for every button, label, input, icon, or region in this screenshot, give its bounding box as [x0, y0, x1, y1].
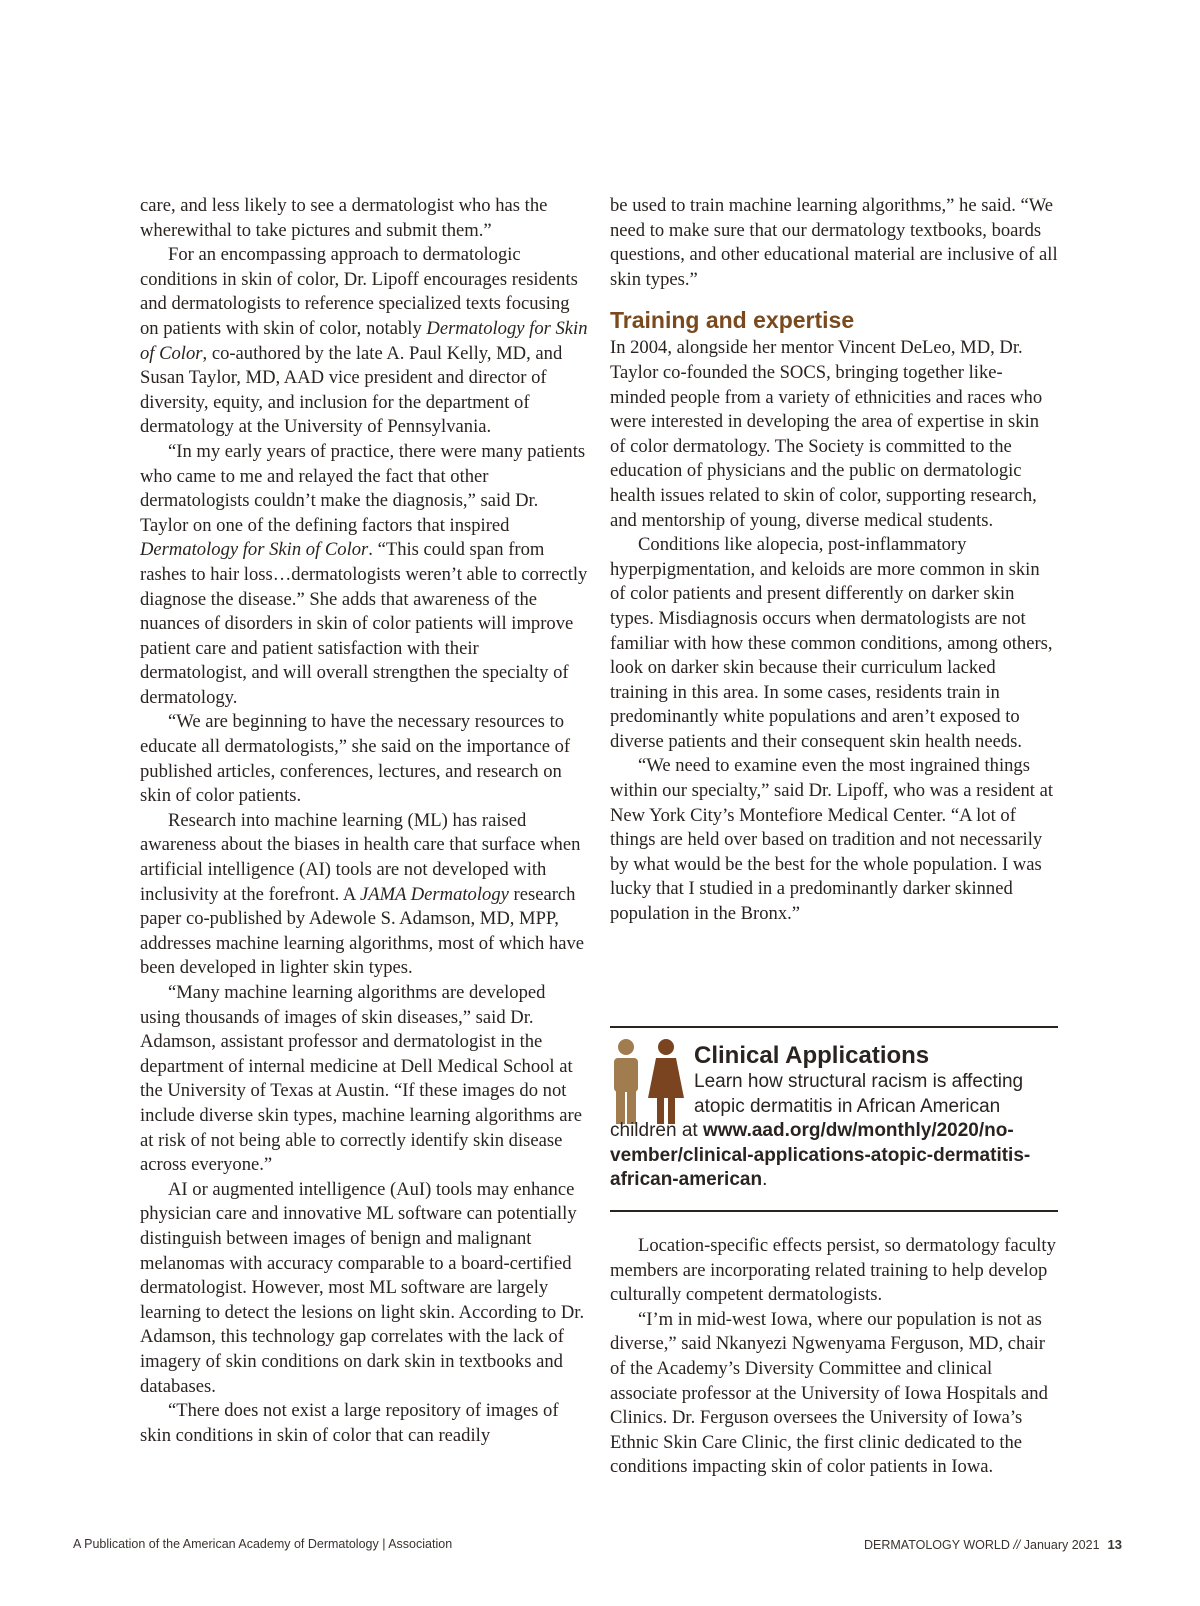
callout-title: Clinical Applications	[694, 1042, 930, 1069]
paragraph	[140, 809, 588, 981]
paragraph: care, and less likely to see a dermatologist who has the wherewithal to take pictures and submit them.”	[140, 195, 548, 241]
paragraph: “We need to examine even the most ingrained things within our specialty,” said Dr. Lipoff, who was a resident at New York City’s Montefiore Medical Center. “A lot of things are held over based on tradition and not necessarily by what would be the best for the whole population. I was lucky that I studied in a predominantly darker skinned population in the Bronx.”	[610, 755, 1054, 925]
page-number: 13	[1107, 1537, 1122, 1552]
book-title: Dermatology for Skin of Color	[140, 539, 369, 561]
issue-date: January 2021	[1023, 1538, 1100, 1552]
paragraph: “I’m in mid-west Iowa, where our population is not as diverse,” said Nkanyezi Ngwenyama Ferguson, MD, chair of the Academy’s Diversity Committee and clinical associate professor at the University of Iowa Hospitals and Clinics. Dr. Ferguson oversees the University of Iowa’s Ethnic Skin Care Clinic, the first clinic dedicated to the conditions impacting skin of color patients in Iowa.	[610, 1308, 1048, 1478]
text: Learn how structural racism is affecting atopic dermatitis in African American children at	[610, 1071, 1024, 1141]
paragraph: Conditions like alopecia, post-inflammatory hyperpigmentation, and keloids are more common in skin of color patients and present differently on darker skin types. Misdiagnosis occurs when dermatologists are not familiar with how these common conditions, among others, look on darker skin because their curriculum lacked training in this area. In some cases, residents train in predominantly white populations and aren’t exposed to diverse patients and their consequent skin health needs.	[610, 534, 1053, 752]
paragraph	[140, 440, 588, 711]
left-column	[140, 194, 588, 1448]
paragraph: be used to train machine learning algorithms,” he said. “We need to make sure that our dermatology textbooks, boards questions, and other educational material are inclusive of all skin types.”	[610, 195, 1058, 290]
right-column	[610, 194, 1058, 927]
text: research paper co-published by Adewole S. Adamson, MD, MPP, addresses machine learning algorithms, most of which have been developed in lighter skin types.	[140, 883, 585, 979]
paragraph: In 2004, alongside her mentor Vincent DeLeo, MD, Dr. Taylor co-founded the SOCS, bringing together like-minded people from a variety of ethnicities and races who were interested in developing the area of expertise in skin of color dermatology. The Society is committed to the education of physicians and the public on dermatologic health issues related to skin of color, supporting research, and mentorship of young, diverse medical students.	[610, 337, 1043, 531]
section-heading: Training and expertise	[610, 307, 855, 334]
right-column-continued	[610, 1234, 1058, 1480]
callout-link[interactable]: www.aad.org/dw/monthly/2020/no-vember/clinical-applications-atopic-dermatitis-african-american	[610, 1120, 1031, 1190]
magazine-name: DERMATOLOGY WORLD	[863, 1538, 1010, 1552]
callout-text	[610, 1070, 1058, 1193]
text: “In my early years of practice, there were many patients who came to me and relayed the fact that other dermatologists couldn’t make the diagnosis,” said Dr. Taylor on one of the defining factors that inspired	[140, 440, 586, 536]
text: , co-authored by the late A. Paul Kelly, MD, and Susan Taylor, MD, AAD vice president and director of diversity, equity, and inclusion for the department of dermatology at the University of Pennsylvania.	[140, 342, 563, 438]
separator: //	[1013, 1538, 1021, 1552]
paragraph: “There does not exist a large repository of images of skin conditions in skin of color that can readily	[140, 1400, 559, 1446]
text: .	[762, 1169, 768, 1190]
footer-issue	[864, 1537, 1122, 1552]
footer-publisher: A Publication of the American Academy of Dermatology | Association	[73, 1537, 453, 1551]
text: Research into machine learning (ML) has raised awareness about the biases in health care that surface when artificial intelligence (AI) tools are not developed with inclusivity at the forefront. A	[140, 809, 581, 905]
paragraph: “Many machine learning algorithms are developed using thousands of images of skin diseases,” said Dr. Adamson, assistant professor and dermatologist in the department of internal medicine at Dell Medical School at the University of Texas at Austin. “If these images do not include diverse skin types, machine learning algorithms are at risk of not being able to correctly identify skin disease across everyone.”	[140, 982, 582, 1176]
text: For an encompassing approach to dermatologic conditions in skin of color, Dr. Lipoff encourages residents and dermatologists to reference specialized texts focusing on patients with skin of color, notably	[140, 244, 578, 339]
paragraph: “We are beginning to have the necessary resources to educate all dermatologists,” she said on the importance of published articles, conferences, lectures, and research on skin of color patients.	[140, 711, 571, 807]
journal-title: JAMA Dermatology	[359, 883, 509, 905]
paragraph: Location-specific effects persist, so dermatology faculty members are incorporating related training to help develop culturally competent dermatologists.	[610, 1235, 1056, 1306]
paragraph: AI or augmented intelligence (AuI) tools may enhance physician care and innovative ML software can potentially distinguish between images of benign and malignant melanomas with accuracy comparable to a board-certified dermatologist. However, most ML software are largely learning to detect the lesions on light skin. According to Dr. Adamson, this technology gap correlates with the lack of imagery of skin conditions on dark skin in textbooks and databases.	[140, 1178, 585, 1397]
book-title: Dermatology for Skin of Color	[140, 317, 588, 364]
clinical-applications-callout	[610, 1026, 1058, 1212]
text: . “This could span from rashes to hair loss…dermatologists weren’t able to correctly diagnose the disease.” She adds that awareness of the nuances of disorders in skin of color patients will improve patient care and patient satisfaction with their dermatologist, and will overall strengthen the specialty of dermatology.	[140, 539, 588, 708]
paragraph	[140, 243, 588, 440]
